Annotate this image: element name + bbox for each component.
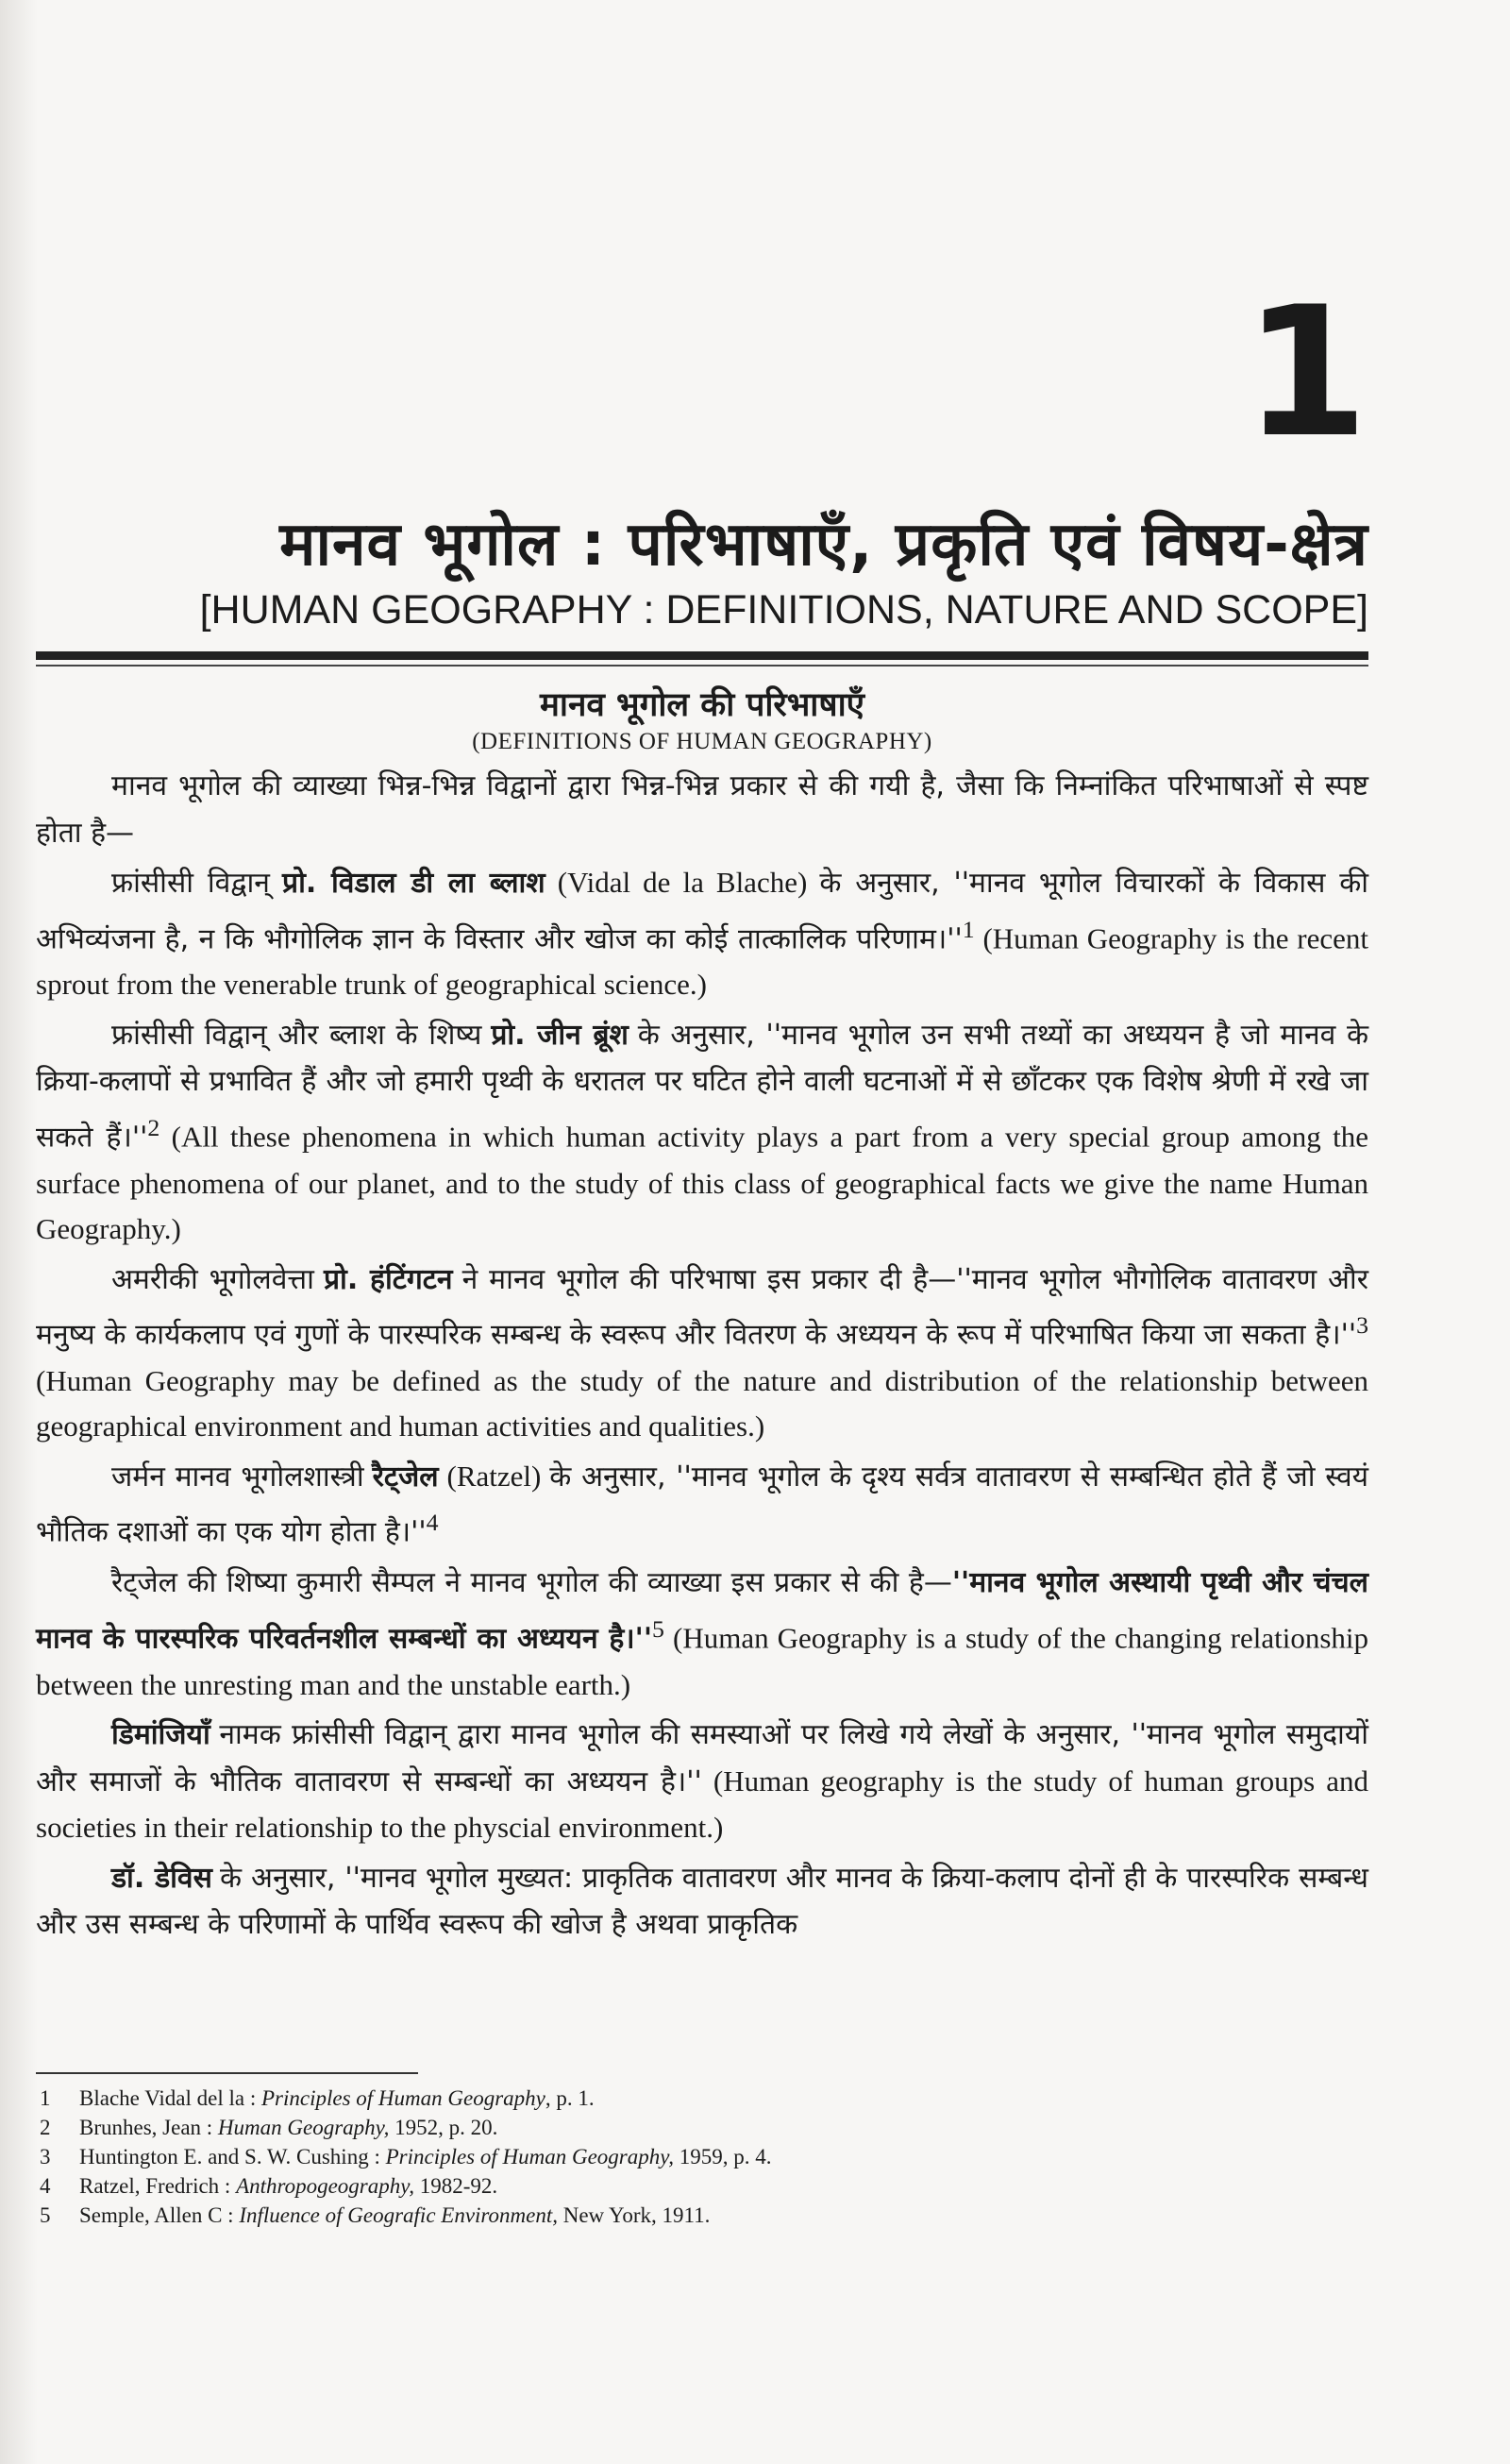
footnote-text — [79, 2171, 497, 2201]
p2-lead: फ्रांसीसी विद्वान् और ब्लाश के शिष्य — [111, 1018, 482, 1052]
title-divider-thick — [36, 651, 1368, 660]
footnote-details: New York, 1911. — [557, 2203, 711, 2227]
footnote-1 — [36, 2084, 1368, 2113]
footnote-5 — [36, 2201, 1368, 2230]
footnote-text — [79, 2201, 710, 2230]
p6-quote: नामक फ्रांसीसी विद्वान् द्वारा मानव भूगोल की समस्याओं पर लिखे गये लेखों के अनुसार, ''मानव भूगोल समुदायों और समाजों के भौतिक वातावरण से सम्बन्धों का अध्ययन है।'' — [36, 1718, 1368, 1798]
footnote-details: , p. 1. — [545, 2086, 595, 2110]
footnote-text — [79, 2084, 595, 2113]
paragraph-semple — [36, 1560, 1368, 1708]
p5-quote: ''मानव भूगोल अस्थायी पृथ्वी और चंचल मानव के पारस्परिक परिवर्तनशील सम्बन्धों का अध्ययन है।'' — [36, 1566, 1368, 1656]
paragraph-davis — [36, 1855, 1368, 1949]
footnote-title: Influence of Geografic Environment, — [239, 2203, 558, 2227]
section-title-hindi: मानव भूगोल की परिभाषाएँ — [539, 686, 865, 724]
p2-name: प्रो. जीन ब्रूंश — [491, 1018, 629, 1052]
footnote-number: 1 — [40, 2086, 51, 2110]
footnote-ref-4: 4 — [426, 1509, 439, 1537]
body-text — [36, 763, 1368, 1952]
paragraph-intro — [36, 763, 1368, 856]
p3-english: (Human Geography may be defined as the study of the nature and distribution of the relationship between geographical environment and human activities and qualities.) — [36, 1363, 1368, 1443]
footnote-details: 1959, p. 4. — [673, 2145, 772, 2169]
p1-latin-name: (Vidal de la Blache) — [557, 866, 808, 899]
footnote-details: 1982-92. — [413, 2174, 498, 2198]
p3-lead: अमरीकी भूगोलवेत्ता — [111, 1262, 314, 1296]
page-binding-shadow — [0, 0, 38, 2464]
p1-quote: के अनुसार, ''मानव भूगोल विचारकों के विकास की अभिव्यंजना है, न कि भौगोलिक ज्ञान के विस्तार और खोज का कोई तात्कालिक परिणाम।'' — [36, 867, 1369, 955]
p4-quote: के अनुसार, ''मानव भूगोल के दृश्य सर्वत्र वातावरण से सम्बन्धित होते हैं जो स्वयं भौतिक दशाओं का एक योग होता है।'' — [36, 1460, 1369, 1549]
footnote-number: 3 — [40, 2145, 51, 2169]
footnote-2 — [36, 2113, 1368, 2142]
footnote-text — [79, 2142, 771, 2171]
p1-lead: फ्रांसीसी विद्वान् — [111, 867, 270, 900]
footnote-ref-2: 2 — [147, 1113, 160, 1141]
footnote-number: 5 — [40, 2203, 51, 2227]
footnote-author: Blache Vidal del la : — [79, 2086, 257, 2110]
footnote-title: Principles of Human Geography — [261, 2086, 545, 2110]
title-divider-thin — [36, 665, 1368, 667]
paragraph-huntington — [36, 1257, 1368, 1450]
p5-lead: रैट्जेल की शिष्या कुमारी सैम्पल ने मानव भूगोल की व्याख्या इस प्रकार से की है— — [111, 1566, 952, 1600]
p2-english: (All these phenomena in which human activity plays a part from a very special group among the surface phenomena of our planet, and to the study of this class of geographical facts we give the name Human Geography.) — [36, 1120, 1368, 1246]
footnote-details: 1952, p. 20. — [389, 2116, 498, 2139]
footnote-title: Anthropogeography, — [236, 2174, 414, 2198]
p5-english: (Human Geography is a study of the changing relationship between the unresting man and the unstable earth.) — [36, 1621, 1369, 1701]
p3-name: प्रो. हंटिंगटन — [323, 1262, 453, 1296]
paragraph-ratzel — [36, 1454, 1368, 1556]
footnote-ref-5: 5 — [652, 1614, 664, 1643]
footnote-ref-3: 3 — [1356, 1311, 1368, 1340]
p7-name: डॉ. डेविस — [111, 1861, 212, 1895]
footnote-title: Human Geography, — [217, 2116, 390, 2139]
footnote-author: Brunhes, Jean : — [79, 2116, 213, 2139]
footnote-number: 2 — [40, 2116, 51, 2139]
p6-name: डिमांजियाँ — [111, 1718, 210, 1752]
p4-name: रैट्जेल — [372, 1460, 439, 1494]
footnote-3 — [36, 2142, 1368, 2171]
p4-lead: जर्मन मानव भूगोलशास्त्री — [111, 1460, 364, 1494]
footnote-author: Huntington E. and S. W. Cushing : — [79, 2145, 380, 2169]
footnotes — [36, 2084, 1368, 2230]
footnote-4 — [36, 2171, 1368, 2201]
p1-english: (Human Geography is the recent sprout from the venerable trunk of geographical science.) — [36, 920, 1369, 1002]
chapter-title-hindi: मानव भूगोल : परिभाषाएँ, प्रकृति एवं विषय-क्षेत्र — [279, 510, 1368, 580]
footnote-author: Ratzel, Fredrich : — [79, 2174, 231, 2198]
footnote-number: 4 — [40, 2174, 51, 2198]
p1-name: प्रो. विडाल डी ला ब्लाश — [282, 867, 545, 900]
p4-latin-name: (Ratzel) — [446, 1459, 542, 1493]
p3-quote: ने मानव भूगोल की परिभाषा इस प्रकार दी है—''मानव भूगोल भौगोलिक वातावरण और मनुष्य के कार्यकलाप एवं गुणों के पारस्परिक सम्बन्ध के स्वरूप और वितरण के अध्ययन के रूप में परिभाषित किया जा सकता है।'' — [36, 1262, 1368, 1352]
paragraph-demangeon — [36, 1712, 1368, 1851]
p7-quote: के अनुसार, ''मानव भूगोल मुख्यत: प्राकृतिक वातावरण और मानव के क्रिया-कलाप दोनों ही के पारस्परिक सम्बन्ध और उस सम्बन्ध के परिणामों के पार्थिव स्वरूप की खोज है अथवा प्राकृतिक — [36, 1861, 1368, 1942]
paragraph-vidal — [36, 860, 1368, 1008]
footnote-text — [79, 2113, 497, 2142]
footnote-author: Semple, Allen C : — [79, 2203, 234, 2227]
footnote-title: Principles of Human Geography, — [385, 2145, 674, 2169]
footnote-divider — [36, 2072, 418, 2074]
p6-english: (Human geography is the study of human groups and societies in their relationship to the physcial environment.) — [36, 1764, 1369, 1845]
chapter-title-english: [HUMAN GEOGRAPHY : DEFINITIONS, NATURE AND SCOPE] — [199, 587, 1368, 633]
chapter-number: 1 — [1243, 268, 1368, 477]
footnote-ref-1: 1 — [962, 915, 975, 943]
p2-quote: के अनुसार, ''मानव भूगोल उन सभी तथ्यों का अध्ययन है जो मानव के क्रिया-कलापों से प्रभावित हैं और जो हमारी पृथ्वी के धरातल पर घटित होने वाली घटनाओं में से छाँटकर एक विशेष श्रेणी में रखे जा सकते हैं।'' — [36, 1018, 1369, 1155]
section-title-english: (DEFINITIONS OF HUMAN GEOGRAPHY) — [472, 729, 932, 754]
intro-text: मानव भूगोल की व्याख्या भिन्न-भिन्न विद्वानों द्वारा भिन्न-भिन्न प्रकार से की गयी है, जैसा कि निम्नांकित परिभाषाओं से स्पष्ट होता है— — [36, 769, 1368, 850]
paragraph-brunhes — [36, 1012, 1368, 1253]
